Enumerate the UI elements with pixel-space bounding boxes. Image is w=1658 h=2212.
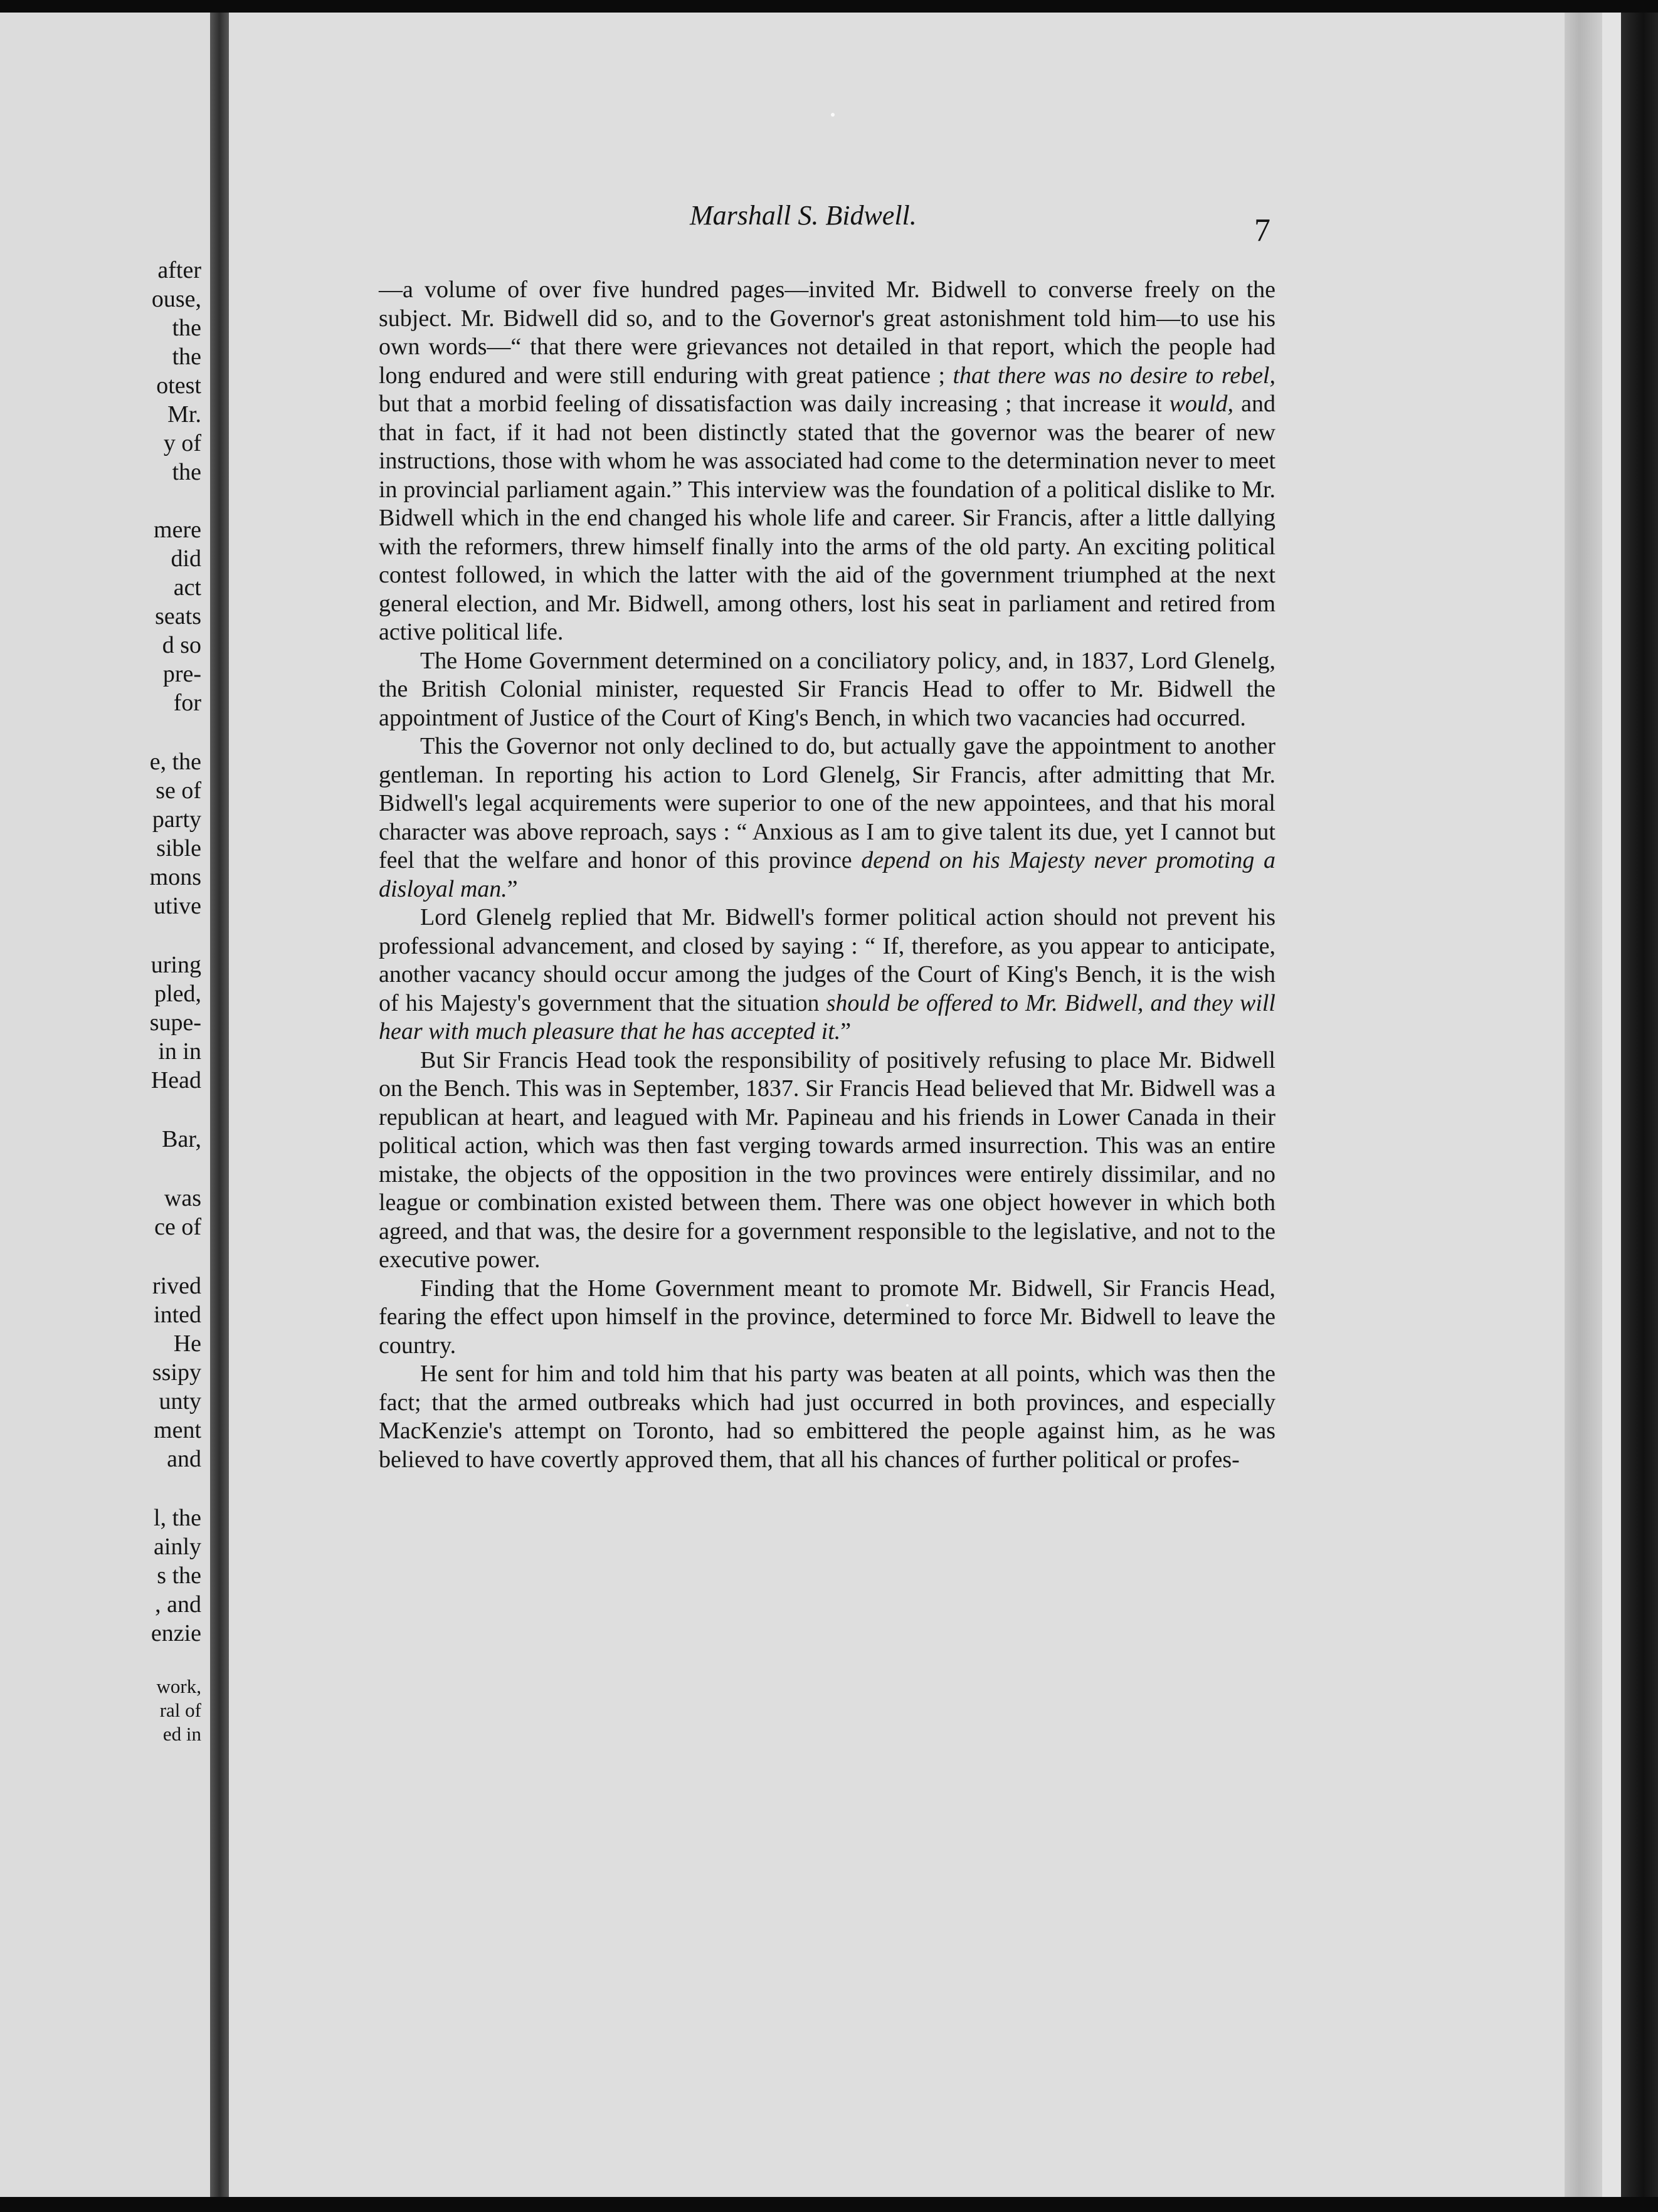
facing-page-line: d so xyxy=(162,632,201,658)
facing-page-line: and xyxy=(167,1446,201,1472)
facing-page-line: for xyxy=(173,690,201,716)
page-number: 7 xyxy=(1254,213,1270,248)
facing-page-line: enzie xyxy=(150,1620,201,1646)
text-run: Lord Glenelg replied that Mr. Bidwell's former political action should not prevent his professional advancement, and closed by saying : “ If, therefore, as you appear to anticipate, another vacancy should occur among the judges of the Court of King's Bench, it is the wish of his Majesty's government that the situation xyxy=(379,904,1275,1016)
facing-page-line: mere xyxy=(154,517,201,543)
facing-page-line: utive xyxy=(154,893,201,919)
facing-page-line: the xyxy=(172,315,201,341)
facing-page-line: , and xyxy=(155,1591,201,1618)
facing-page-line: Head xyxy=(150,1067,201,1093)
paragraph xyxy=(379,732,1275,903)
paragraph xyxy=(379,647,1275,733)
text-run: He sent for him and told him that his party was beaten at all points, which was then the fact; that the armed outbreaks which had just occurred in both provinces, and especially MacKenzie's attempt on Toronto, had so embittered the people against him, as he was believed to have covertly approved them, that all his chances of further political or profes- xyxy=(379,1361,1275,1473)
facing-page-line: ssipy xyxy=(152,1359,201,1386)
text-run: ” xyxy=(840,1018,852,1045)
facing-page-line: ed in xyxy=(162,1723,201,1745)
facing-page-line: work, xyxy=(156,1675,201,1697)
text-run: ” xyxy=(507,875,518,902)
text-run: But Sir Francis Head took the responsibility of positively refusing to place Mr. Bidwell on the Bench. This was in September, 1837. Sir Francis Head believed that Mr. Bidwell was a republican at heart, and leagued with Mr. Papineau and his friends in Lower Canada in their political action, which was then fast verging towards armed insurrection. This was an entire mistake, the objects of the opposition in the two provinces were entirely dissimilar, and no league or combination existed between them. There was one object however in which both agreed, and that was, the desire for a government responsible to the legislative, and not to the executive power. xyxy=(379,1046,1275,1273)
facing-page-line: ral of xyxy=(159,1699,201,1721)
scan-frame-right xyxy=(1621,13,1658,2198)
body-text xyxy=(379,276,1275,1474)
facing-page-line: otest xyxy=(156,372,201,399)
facing-page-line: pre- xyxy=(162,661,201,687)
facing-page-line: pled, xyxy=(154,981,201,1007)
facing-page-line: was xyxy=(164,1185,201,1211)
italic-run: should be offered to Mr. Bidwell, and they will hear with much pleasure that he has accepted it. xyxy=(379,989,1275,1045)
running-head: Marshall S. Bidwell. xyxy=(690,200,917,231)
page-edge-shadow xyxy=(1565,13,1602,2198)
text-run: The Home Government determined on a conciliatory policy, and, in 1837, Lord Glenelg, the British Colonial minister, requested Sir Francis Head to offer to Mr. Bidwell the appointment of Justice of the Court of King's Bench, in which two vacancies had occurred. xyxy=(379,647,1275,731)
facing-page-line: the xyxy=(172,459,201,485)
text-run: and that in fact, if it had not been distinctly stated that the governor was the bearer of new instructions, those with whom he was associated had come to the determination never to meet in provincial parliament again.” This interview was the foundation of a political dislike to Mr. Bidwell which in the end changed his whole life and career. Sir Francis, after a little dallying with the reformers, threw himself finally into the arms of the old party. An exciting political contest followed, in which the latter with the aid of the government triumphed at the next general election, and Mr. Bidwell, among others, lost his seat in parliament and retired from active political life. xyxy=(379,391,1275,645)
facing-page-line: ment xyxy=(154,1417,201,1443)
facing-page-line: Mr. xyxy=(167,401,201,428)
facing-page-line: sible xyxy=(156,835,201,861)
text-run: —a volume of over five hundred pages—invited Mr. Bidwell to converse freely on the subject. Mr. Bidwell did so, and to the Governor's great astonishment told him—to use his own words—“ that there were grievances not detailed in that report, which the people had long endured and were still enduring with great patience ; xyxy=(379,276,1275,389)
text-run: This the Governor not only declined to do, but actually gave the appointment to another gentleman. In reporting his action to Lord Glenelg, Sir Francis, after admitting that Mr. Bidwell's legal acquirements were superior to one of the new appointees, and that his moral character was above reproach, says : “ Anxious as I am to give talent its due, yet I cannot but feel that the welfare and honor of this province xyxy=(379,733,1275,873)
facing-page-line: in in xyxy=(158,1038,201,1065)
facing-page-line: uring xyxy=(150,952,201,978)
facing-page-line: did xyxy=(171,545,201,572)
facing-page-line: se of xyxy=(156,777,201,804)
facing-page-line: unty xyxy=(159,1388,201,1414)
italic-run: depend on his Majesty never promoting a disloyal man. xyxy=(379,847,1275,902)
facing-page-line: after xyxy=(157,257,201,283)
facing-page-line: seats xyxy=(155,603,201,629)
facing-page-line: Bar, xyxy=(162,1126,201,1152)
scan-speck xyxy=(831,113,835,117)
paragraph xyxy=(379,276,1275,647)
scan-frame-bottom xyxy=(0,2197,1658,2212)
book-gutter xyxy=(210,13,229,2198)
facing-page-line: e, the xyxy=(149,749,201,775)
paragraph xyxy=(379,1360,1275,1474)
facing-page-line: l, the xyxy=(154,1505,201,1531)
facing-page-line: y of xyxy=(163,430,201,456)
facing-page-line: ouse, xyxy=(151,286,201,312)
facing-page-line: ce of xyxy=(154,1214,201,1240)
facing-page-line: the xyxy=(172,344,201,370)
facing-page-line: act xyxy=(173,574,201,601)
paragraph xyxy=(379,1275,1275,1361)
facing-page-line: inted xyxy=(154,1302,201,1328)
paragraph xyxy=(379,903,1275,1046)
facing-page-line: He xyxy=(173,1330,201,1357)
facing-page-line: party xyxy=(152,806,201,833)
text-run: but that a morbid feeling of dissatisfaction was daily increasing ; that increase it xyxy=(379,391,1170,417)
facing-page-line: s the xyxy=(157,1562,201,1589)
facing-page-line: ainly xyxy=(154,1534,201,1560)
italic-run: would, xyxy=(1169,391,1234,417)
page-edge xyxy=(1602,13,1621,2198)
italic-run: that there was no desire to rebel, xyxy=(953,362,1275,389)
paragraph xyxy=(379,1046,1275,1275)
facing-page xyxy=(0,13,210,2198)
facing-page-line: supe- xyxy=(149,1009,201,1036)
text-run: Finding that the Home Government meant to promote Mr. Bidwell, Sir Francis Head, fearing the effect upon himself in the province, determined to force Mr. Bidwell to leave the country. xyxy=(379,1275,1275,1359)
facing-page-line: rived xyxy=(152,1273,201,1299)
facing-page-line: mons xyxy=(149,864,201,890)
